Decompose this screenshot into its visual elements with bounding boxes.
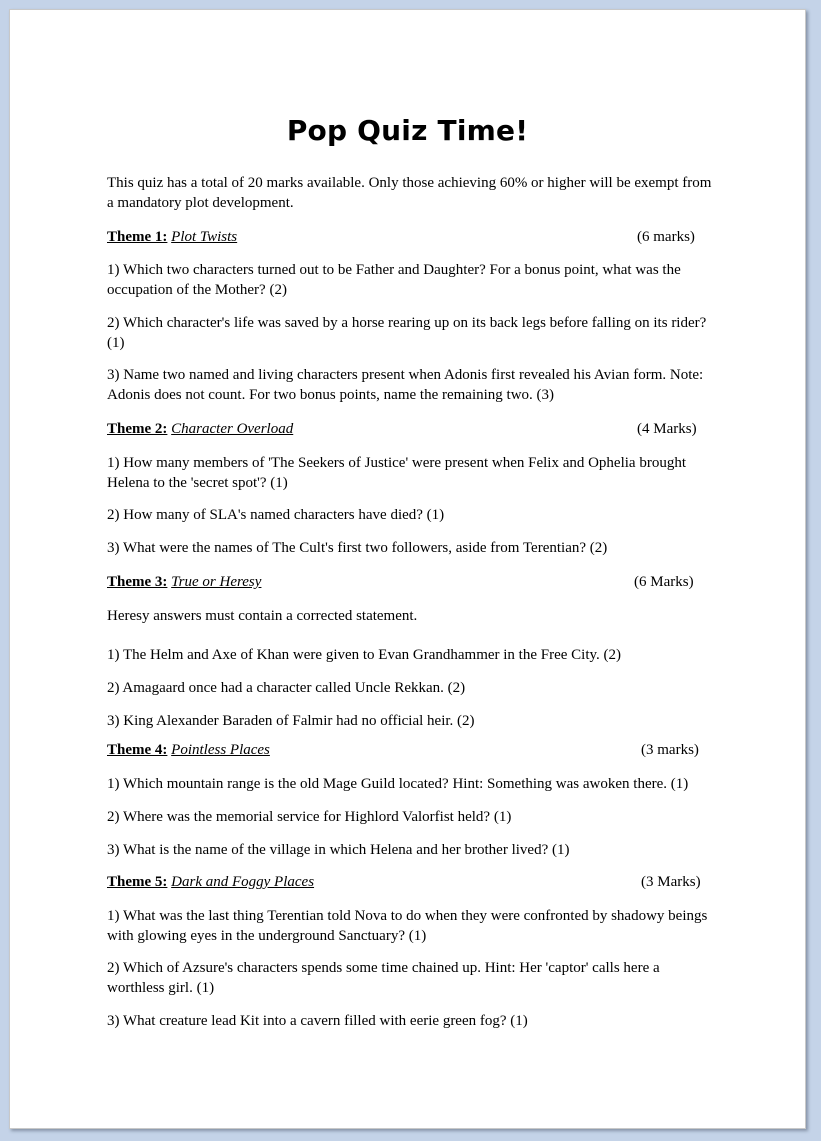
theme-name: Character Overload	[171, 421, 294, 437]
question: 2) Which character's life was saved by a horse rearing up on its back legs before falling on its rider? (1)	[107, 315, 707, 351]
theme-marks: (6 marks)	[637, 229, 695, 245]
question: 2) How many of SLA's named characters have died? (1)	[107, 507, 445, 523]
theme-label: Theme 1:	[107, 229, 168, 245]
theme-name: Plot Twists	[171, 229, 238, 245]
theme-3-heading	[107, 572, 717, 592]
question: 1) The Helm and Axe of Khan were given to Evan Grandhammer in the Free City. (2)	[107, 647, 622, 663]
theme-marks: (3 marks)	[641, 742, 699, 758]
theme-marks: (4 Marks)	[637, 421, 697, 437]
theme-4-heading	[107, 740, 717, 760]
question: 3) What is the name of the village in which Helena and her brother lived? (1)	[107, 842, 570, 858]
theme-note: Heresy answers must contain a corrected statement.	[107, 608, 418, 624]
theme-5-heading	[107, 872, 717, 892]
question: 1) What was the last thing Terentian told Nova to do when they were confronted by shadowy beings with glowing eyes in the underground Sanctuary? (1)	[107, 908, 708, 944]
question: 2) Which of Azsure's characters spends some time chained up. Hint: Her 'captor' calls here a worthless girl. (1)	[107, 960, 660, 996]
theme-label: Theme 5:	[107, 874, 168, 890]
theme-1-heading	[107, 227, 717, 247]
question: 2) Amagaard once had a character called Uncle Rekkan. (2)	[107, 680, 466, 696]
document-page	[9, 9, 806, 1129]
question: 1) How many members of 'The Seekers of Justice' were present when Felix and Ophelia brought Helena to the 'secret spot'? (1)	[107, 455, 686, 491]
theme-name: Dark and Foggy Places	[171, 874, 315, 890]
question: 2) Where was the memorial service for Highlord Valorfist held? (1)	[107, 809, 512, 825]
question: 1) Which mountain range is the old Mage Guild located? Hint: Something was awoken there. (1)	[107, 776, 689, 792]
theme-marks: (6 Marks)	[634, 574, 694, 590]
page-title: Pop Quiz Time!	[286, 114, 529, 147]
theme-marks: (3 Marks)	[641, 874, 701, 890]
question: 3) Name two named and living characters present when Adonis first revealed his Avian form. Note: Adonis does not count. For two bonus points, name the remaining two. (3)	[107, 367, 704, 403]
question: 3) What creature lead Kit into a cavern filled with eerie green fog? (1)	[107, 1013, 528, 1029]
question: 1) Which two characters turned out to be Father and Daughter? For a bonus point, what was the occupation of the Mother? (2)	[107, 262, 681, 298]
theme-2-heading	[107, 419, 717, 439]
theme-label: Theme 3:	[107, 574, 168, 590]
question: 3) What were the names of The Cult's first two followers, aside from Terentian? (2)	[107, 540, 608, 556]
theme-name: Pointless Places	[171, 742, 270, 758]
theme-name: True or Heresy	[171, 574, 262, 590]
intro-paragraph: This quiz has a total of 20 marks available. Only those achieving 60% or higher will be exempt from a mandatory plot development.	[107, 175, 712, 211]
theme-label: Theme 2:	[107, 421, 168, 437]
question: 3) King Alexander Baraden of Falmir had no official heir. (2)	[107, 713, 475, 729]
theme-label: Theme 4:	[107, 742, 168, 758]
